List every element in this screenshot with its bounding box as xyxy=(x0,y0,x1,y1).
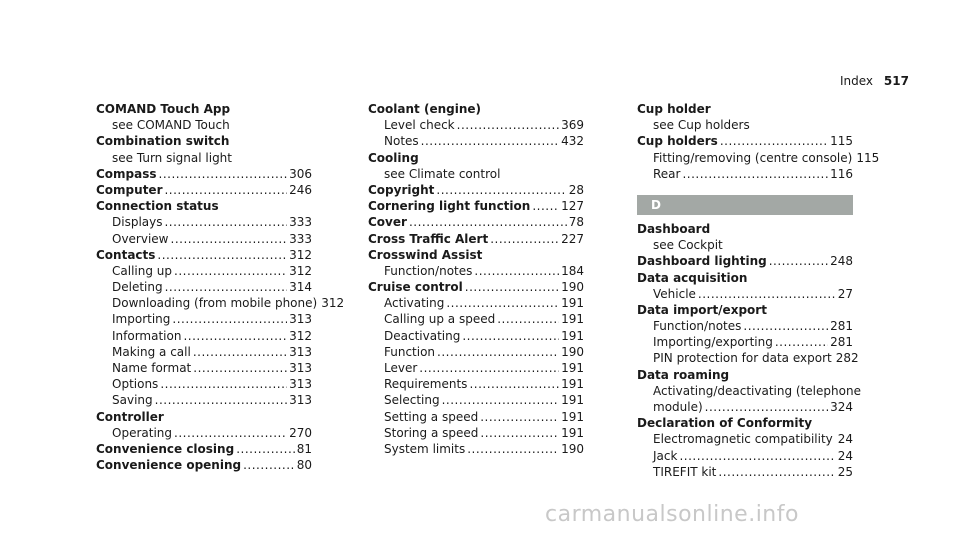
entry-text: Selecting xyxy=(384,393,440,408)
entry-text: Cruise control xyxy=(368,280,463,295)
entry-text: Storing a speed xyxy=(384,425,479,440)
entry-text: Dashboard xyxy=(637,221,711,236)
entry-text: Fitting/removing (centre console) xyxy=(653,150,853,165)
entry-text: Connection status xyxy=(96,199,219,214)
dot-leader xyxy=(171,231,288,247)
entry-text: Options xyxy=(112,377,159,392)
index-entry xyxy=(96,101,312,117)
page-reference[interactable]: 191 xyxy=(561,328,584,343)
page-reference[interactable]: 191 xyxy=(561,425,584,440)
index-subentry[interactable] xyxy=(96,295,345,311)
page-reference[interactable]: 312 xyxy=(289,247,312,262)
entry-text: see Climate control xyxy=(384,166,501,181)
page-reference[interactable]: 78 xyxy=(568,215,584,230)
page-reference[interactable]: 115 xyxy=(856,150,880,165)
entry-text: Calling up a speed xyxy=(384,312,496,327)
index-entry[interactable] xyxy=(96,247,312,263)
index-column-1 xyxy=(96,101,345,473)
index-entry xyxy=(637,302,853,318)
dot-leader xyxy=(159,166,288,182)
page-reference[interactable]: 127 xyxy=(561,199,584,214)
index-entry xyxy=(96,133,312,149)
page-reference[interactable]: 191 xyxy=(561,361,584,375)
page-reference[interactable]: 333 xyxy=(289,231,312,246)
dot-leader xyxy=(437,344,559,360)
index-subentry[interactable] xyxy=(96,328,312,344)
entry-text: Making a call xyxy=(112,344,191,359)
index-entry xyxy=(637,221,853,237)
entry-text: Rear xyxy=(653,166,681,181)
dot-leader xyxy=(480,409,559,425)
page-reference[interactable]: 282 xyxy=(835,351,859,366)
entry-text: see COMAND Touch xyxy=(112,118,230,133)
page-reference[interactable]: 191 xyxy=(561,409,584,424)
dot-leader xyxy=(775,334,828,350)
entry-text: Electromagnetic compatibility xyxy=(653,432,833,447)
entry-text: Controller xyxy=(96,409,164,424)
page-reference[interactable]: 246 xyxy=(289,182,312,197)
dot-leader xyxy=(183,328,287,344)
index-subentry[interactable] xyxy=(96,231,312,247)
page-reference[interactable]: 27 xyxy=(837,286,853,301)
entry-text: Activating/deactivating (telephone xyxy=(653,383,861,398)
page-reference[interactable]: 190 xyxy=(561,441,584,456)
entry-text: module) xyxy=(653,400,703,414)
index-subentry[interactable] xyxy=(368,409,584,425)
page-reference[interactable]: 313 xyxy=(289,344,312,359)
entry-text: Vehicle xyxy=(653,286,696,301)
section-header: D xyxy=(637,195,853,215)
page-reference[interactable]: 28 xyxy=(568,182,584,197)
entry-text: Importing xyxy=(112,312,171,327)
index-subentry[interactable] xyxy=(96,214,312,230)
dot-leader xyxy=(174,425,287,441)
index-subentry[interactable] xyxy=(368,295,584,311)
entry-text: Crosswind Assist xyxy=(368,247,483,262)
index-subentry[interactable] xyxy=(368,117,584,133)
entry-text: Setting a speed xyxy=(384,409,479,424)
index-entry xyxy=(368,101,584,117)
index-subentry[interactable] xyxy=(96,360,312,376)
page-reference[interactable]: 333 xyxy=(289,215,312,230)
dot-leader xyxy=(157,247,287,263)
index-subentry[interactable] xyxy=(637,286,853,302)
index-entry[interactable] xyxy=(637,133,853,149)
entry-text: Jack xyxy=(653,448,678,463)
entry-text: Cornering light function xyxy=(368,199,531,214)
index-subentry[interactable] xyxy=(637,350,859,366)
page-number: 517 xyxy=(883,74,909,88)
entry-text: Function/notes xyxy=(653,319,742,334)
dot-leader xyxy=(679,448,835,464)
index-entry[interactable] xyxy=(96,457,312,473)
entry-text: Declaration of Conformity xyxy=(637,416,813,431)
entry-text: Data import/export xyxy=(637,302,767,317)
dot-leader xyxy=(743,318,828,334)
index-entry xyxy=(368,247,584,263)
index-entry[interactable] xyxy=(368,231,584,247)
index-entry xyxy=(96,409,312,425)
index-entry[interactable] xyxy=(368,279,584,295)
entry-text: Cover xyxy=(368,215,407,230)
dot-leader xyxy=(469,376,559,392)
dot-leader xyxy=(682,166,828,182)
page-reference[interactable]: 248 xyxy=(830,254,853,269)
page-reference[interactable]: 281 xyxy=(830,335,853,350)
entry-text: Contacts xyxy=(96,247,156,262)
entry-text: Operating xyxy=(112,425,172,440)
index-subentry[interactable] xyxy=(368,441,584,457)
page-reference[interactable]: 24 xyxy=(837,432,853,447)
index-entry xyxy=(96,198,312,214)
entry-text: Combination switch xyxy=(96,134,230,149)
dot-leader xyxy=(720,133,828,149)
entry-text: see Cockpit xyxy=(653,238,723,253)
entry-text: Calling up xyxy=(112,263,172,278)
page-reference[interactable]: 190 xyxy=(561,344,584,359)
page-reference[interactable]: 314 xyxy=(289,280,312,295)
dot-leader xyxy=(465,279,559,295)
page-reference[interactable]: 306 xyxy=(289,166,312,181)
index-subentry xyxy=(637,383,861,399)
page-reference[interactable]: 312 xyxy=(289,263,312,278)
dot-leader xyxy=(835,431,836,447)
entry-text: Cup holder xyxy=(637,102,711,116)
entry-text: Downloading (from mobile phone) xyxy=(112,296,318,311)
dot-leader xyxy=(446,295,559,311)
page-reference[interactable]: 191 xyxy=(561,377,584,392)
page-reference[interactable]: 191 xyxy=(561,393,584,408)
dot-leader xyxy=(698,286,836,302)
index-subentry[interactable] xyxy=(637,334,853,350)
entry-text: Requirements xyxy=(384,377,468,392)
entry-text: Data acquisition xyxy=(637,270,748,285)
dot-leader xyxy=(497,311,559,327)
dot-leader xyxy=(490,231,559,247)
index-subentry[interactable] xyxy=(368,133,584,149)
index-subentry[interactable] xyxy=(96,311,312,327)
entry-text: Information xyxy=(112,328,182,343)
dot-leader xyxy=(705,399,828,415)
entry-text: see Turn signal light xyxy=(112,150,232,165)
page-reference[interactable]: 190 xyxy=(561,280,584,295)
index-subentry[interactable] xyxy=(368,328,584,344)
dot-leader xyxy=(409,214,567,230)
page-reference[interactable]: 369 xyxy=(561,118,584,133)
index-subentry[interactable] xyxy=(368,263,584,279)
entry-text: Cross Traffic Alert xyxy=(368,231,489,246)
index-entry xyxy=(368,150,584,166)
page-reference[interactable]: 312 xyxy=(289,328,312,343)
dot-leader xyxy=(532,198,559,214)
entry-text: Coolant (engine) xyxy=(368,102,481,116)
page-reference[interactable]: 324 xyxy=(830,400,853,414)
index-column-2 xyxy=(368,101,584,457)
index-subentry[interactable] xyxy=(368,344,584,360)
entry-text: Convenience closing xyxy=(96,441,235,456)
index-subentry[interactable] xyxy=(637,318,853,334)
dot-leader xyxy=(155,392,287,408)
index-entry[interactable] xyxy=(368,198,584,214)
page-reference[interactable]: 115 xyxy=(830,134,853,149)
page-reference[interactable]: 81 xyxy=(296,441,312,456)
entry-text: Activating xyxy=(384,296,445,311)
entry-text: Saving xyxy=(112,393,153,408)
index-subentry[interactable] xyxy=(637,166,853,182)
dot-leader xyxy=(193,360,287,376)
index-entry xyxy=(637,367,853,383)
entry-text: Name format xyxy=(112,361,192,375)
index-subentry[interactable] xyxy=(637,431,853,447)
entry-text: Convenience opening xyxy=(96,458,242,473)
dot-leader xyxy=(436,182,566,198)
entry-text: Overview xyxy=(112,231,169,246)
dot-leader xyxy=(462,328,559,344)
dot-leader xyxy=(193,344,287,360)
page-reference[interactable]: 270 xyxy=(289,425,312,440)
index-entry xyxy=(637,270,853,286)
dot-leader xyxy=(442,392,560,408)
index-subentry xyxy=(637,237,853,253)
page-reference[interactable]: 281 xyxy=(830,319,853,334)
page-reference[interactable]: 312 xyxy=(321,296,345,311)
index-subentry[interactable] xyxy=(96,425,312,441)
entry-text: see Cup holders xyxy=(653,118,750,133)
entry-text: Function xyxy=(384,344,436,359)
page-reference[interactable]: 116 xyxy=(830,166,853,181)
index-subentry[interactable] xyxy=(368,311,584,327)
page-reference[interactable]: 313 xyxy=(289,393,312,408)
dot-leader xyxy=(480,425,559,441)
index-subentry[interactable] xyxy=(637,448,853,464)
dot-leader xyxy=(164,182,287,198)
dot-leader xyxy=(174,263,287,279)
index-subentry[interactable] xyxy=(368,376,584,392)
page-reference[interactable]: 432 xyxy=(561,134,584,149)
index-subentry[interactable] xyxy=(96,263,312,279)
entry-text: Displays xyxy=(112,215,163,230)
index-subentry[interactable] xyxy=(96,376,312,392)
entry-text: Deleting xyxy=(112,280,163,295)
dot-leader xyxy=(421,133,559,149)
entry-text: Notes xyxy=(384,134,419,149)
dot-leader xyxy=(718,464,835,480)
page-reference[interactable]: 24 xyxy=(837,448,853,463)
index-entry[interactable] xyxy=(368,182,584,198)
index-subentry xyxy=(96,150,312,166)
entry-text: PIN protection for data export xyxy=(653,351,832,366)
index-subentry xyxy=(637,117,853,133)
page-header xyxy=(840,74,950,88)
header-title: Index xyxy=(840,74,874,88)
page-reference[interactable]: 227 xyxy=(561,231,584,246)
page-reference[interactable]: 25 xyxy=(837,464,853,479)
entry-text: COMAND Touch App xyxy=(96,102,231,116)
page-reference[interactable]: 191 xyxy=(561,296,584,311)
dot-leader xyxy=(160,376,287,392)
entry-text: System limits xyxy=(384,441,466,456)
index-subentry xyxy=(368,166,584,182)
index-subentry[interactable] xyxy=(637,399,853,415)
dot-leader xyxy=(419,360,559,376)
page-reference[interactable]: 313 xyxy=(289,312,312,327)
entry-text: Deactivating xyxy=(384,328,461,343)
dot-leader xyxy=(243,457,295,473)
dot-leader xyxy=(457,117,559,133)
page-reference[interactable]: 184 xyxy=(561,263,584,278)
page-reference[interactable]: 80 xyxy=(296,458,312,473)
entry-text: Importing/exporting xyxy=(653,335,773,350)
index-entry[interactable] xyxy=(368,214,584,230)
entry-text: TIREFIT kit xyxy=(653,464,717,479)
index-entry xyxy=(637,415,853,431)
index-subentry[interactable] xyxy=(368,392,584,408)
dot-leader xyxy=(165,279,287,295)
dot-leader xyxy=(467,441,559,457)
index-subentry[interactable] xyxy=(96,392,312,408)
index-subentry[interactable] xyxy=(368,425,584,441)
entry-text: Data roaming xyxy=(637,367,730,382)
index-subentry xyxy=(96,117,312,133)
index-subentry[interactable] xyxy=(368,360,584,376)
dot-leader xyxy=(164,214,287,230)
index-subentry[interactable] xyxy=(637,464,853,480)
index-entry xyxy=(637,101,853,117)
entry-text: Compass xyxy=(96,166,157,181)
page-reference[interactable]: 313 xyxy=(289,377,312,392)
entry-text: Computer xyxy=(96,182,163,197)
dot-leader xyxy=(236,441,295,457)
page-reference[interactable]: 191 xyxy=(561,312,584,327)
index-subentry[interactable] xyxy=(637,150,880,166)
index-entry[interactable] xyxy=(637,253,853,269)
watermark: carmanualsonline.info xyxy=(545,502,799,527)
entry-text: Cooling xyxy=(368,150,419,165)
entry-text: Dashboard lighting xyxy=(637,254,767,269)
entry-text: Copyright xyxy=(368,182,435,197)
entry-text: Level check xyxy=(384,118,455,133)
index-subentry[interactable] xyxy=(96,344,312,360)
index-entry[interactable] xyxy=(96,182,312,198)
dot-leader xyxy=(172,311,287,327)
index-entry[interactable] xyxy=(96,166,312,182)
entry-text: Lever xyxy=(384,361,418,375)
dot-leader xyxy=(769,253,828,269)
index-column-3 xyxy=(637,101,880,480)
index-entry[interactable] xyxy=(96,441,312,457)
index-subentry[interactable] xyxy=(96,279,312,295)
entry-text: Function/notes xyxy=(384,263,473,278)
entry-text: Cup holders xyxy=(637,134,718,149)
dot-leader xyxy=(474,263,559,279)
page-reference[interactable]: 313 xyxy=(289,361,312,375)
